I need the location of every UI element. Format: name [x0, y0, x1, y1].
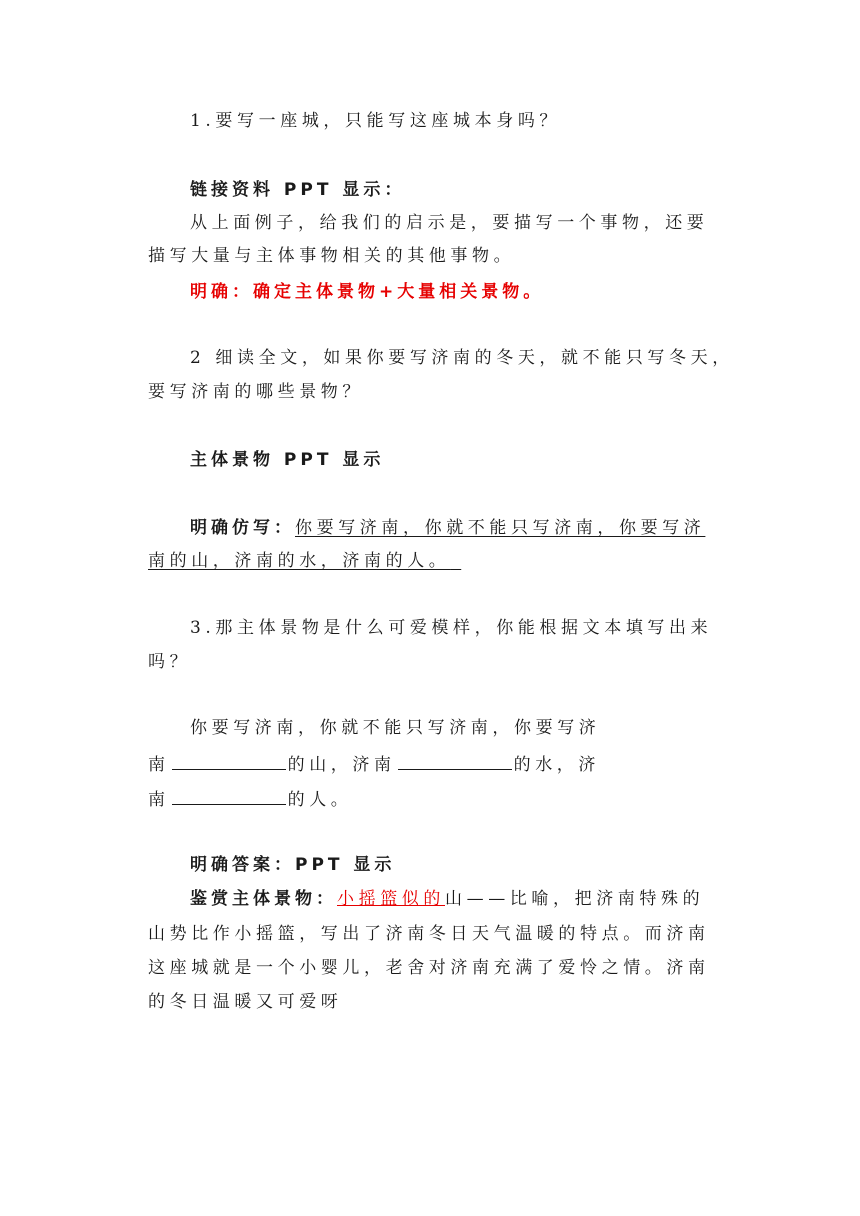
fill-line-1: 你要写济南，你就不能只写济南，你要写济	[190, 718, 601, 738]
link-text-line-2: 描写大量与主体事物相关的其他事物。	[148, 246, 516, 266]
fill-text: 的水，济	[513, 755, 601, 775]
imitation-line-1	[190, 518, 705, 538]
answer-label: 明确答案：PPT 显示	[190, 855, 396, 875]
appreciate-line-3: 这座城就是一个小婴儿，老舍对济南充满了爱怜之情。济南	[148, 958, 710, 978]
appreciate-line-4: 的冬日温暖又可爱呀	[148, 992, 343, 1012]
question-2-line-1: 2 细读全文，如果你要写济南的冬天，就不能只写冬天，	[190, 348, 734, 368]
fill-text: 南	[148, 755, 170, 775]
fill-text: 南	[148, 790, 170, 810]
appreciate-line-1	[190, 889, 704, 909]
fill-blank-water	[398, 753, 512, 770]
fill-text: 的人。	[287, 790, 353, 810]
fill-blank-people	[172, 788, 286, 805]
imitation-text-1: 你要写济南，你就不能只写济南，你要写济	[295, 518, 706, 538]
fill-line-2	[148, 753, 600, 775]
imitation-line-2	[148, 551, 461, 571]
link-material-label: 链接资料 PPT 显示：	[190, 180, 406, 200]
fill-line-3	[148, 788, 352, 810]
fill-blank-mountain	[172, 753, 286, 770]
imitation-label: 明确仿写：	[190, 518, 295, 538]
link-text-line-1: 从上面例子，给我们的启示是，要描写一个事物，还要	[190, 213, 709, 233]
fill-text: 的山，济南	[287, 755, 396, 775]
question-1: 1.要写一座城，只能写这座城本身吗？	[190, 111, 562, 131]
question-2-line-2: 要写济南的哪些景物？	[148, 382, 364, 402]
question-3-line-1: 3.那主体景物是什么可爱模样，你能根据文本填写出来	[190, 618, 713, 638]
appreciate-text: 山——比喻，把济南特殊的	[445, 889, 705, 909]
clear-statement: 明确：确定主体景物+大量相关景物。	[190, 282, 545, 302]
document-page	[148, 0, 734, 1216]
appreciate-label: 鉴赏主体景物：	[190, 889, 337, 909]
main-scene-label: 主体景物 PPT 显示	[190, 450, 385, 470]
imitation-text-2: 南的山，济南的水，济南的人。	[148, 551, 451, 571]
appreciate-highlight: 小摇篮似的	[337, 889, 445, 909]
question-3-line-2: 吗？	[148, 652, 192, 672]
appreciate-line-2: 山势比作小摇篮，写出了济南冬日天气温暖的特点。而济南	[148, 924, 710, 944]
